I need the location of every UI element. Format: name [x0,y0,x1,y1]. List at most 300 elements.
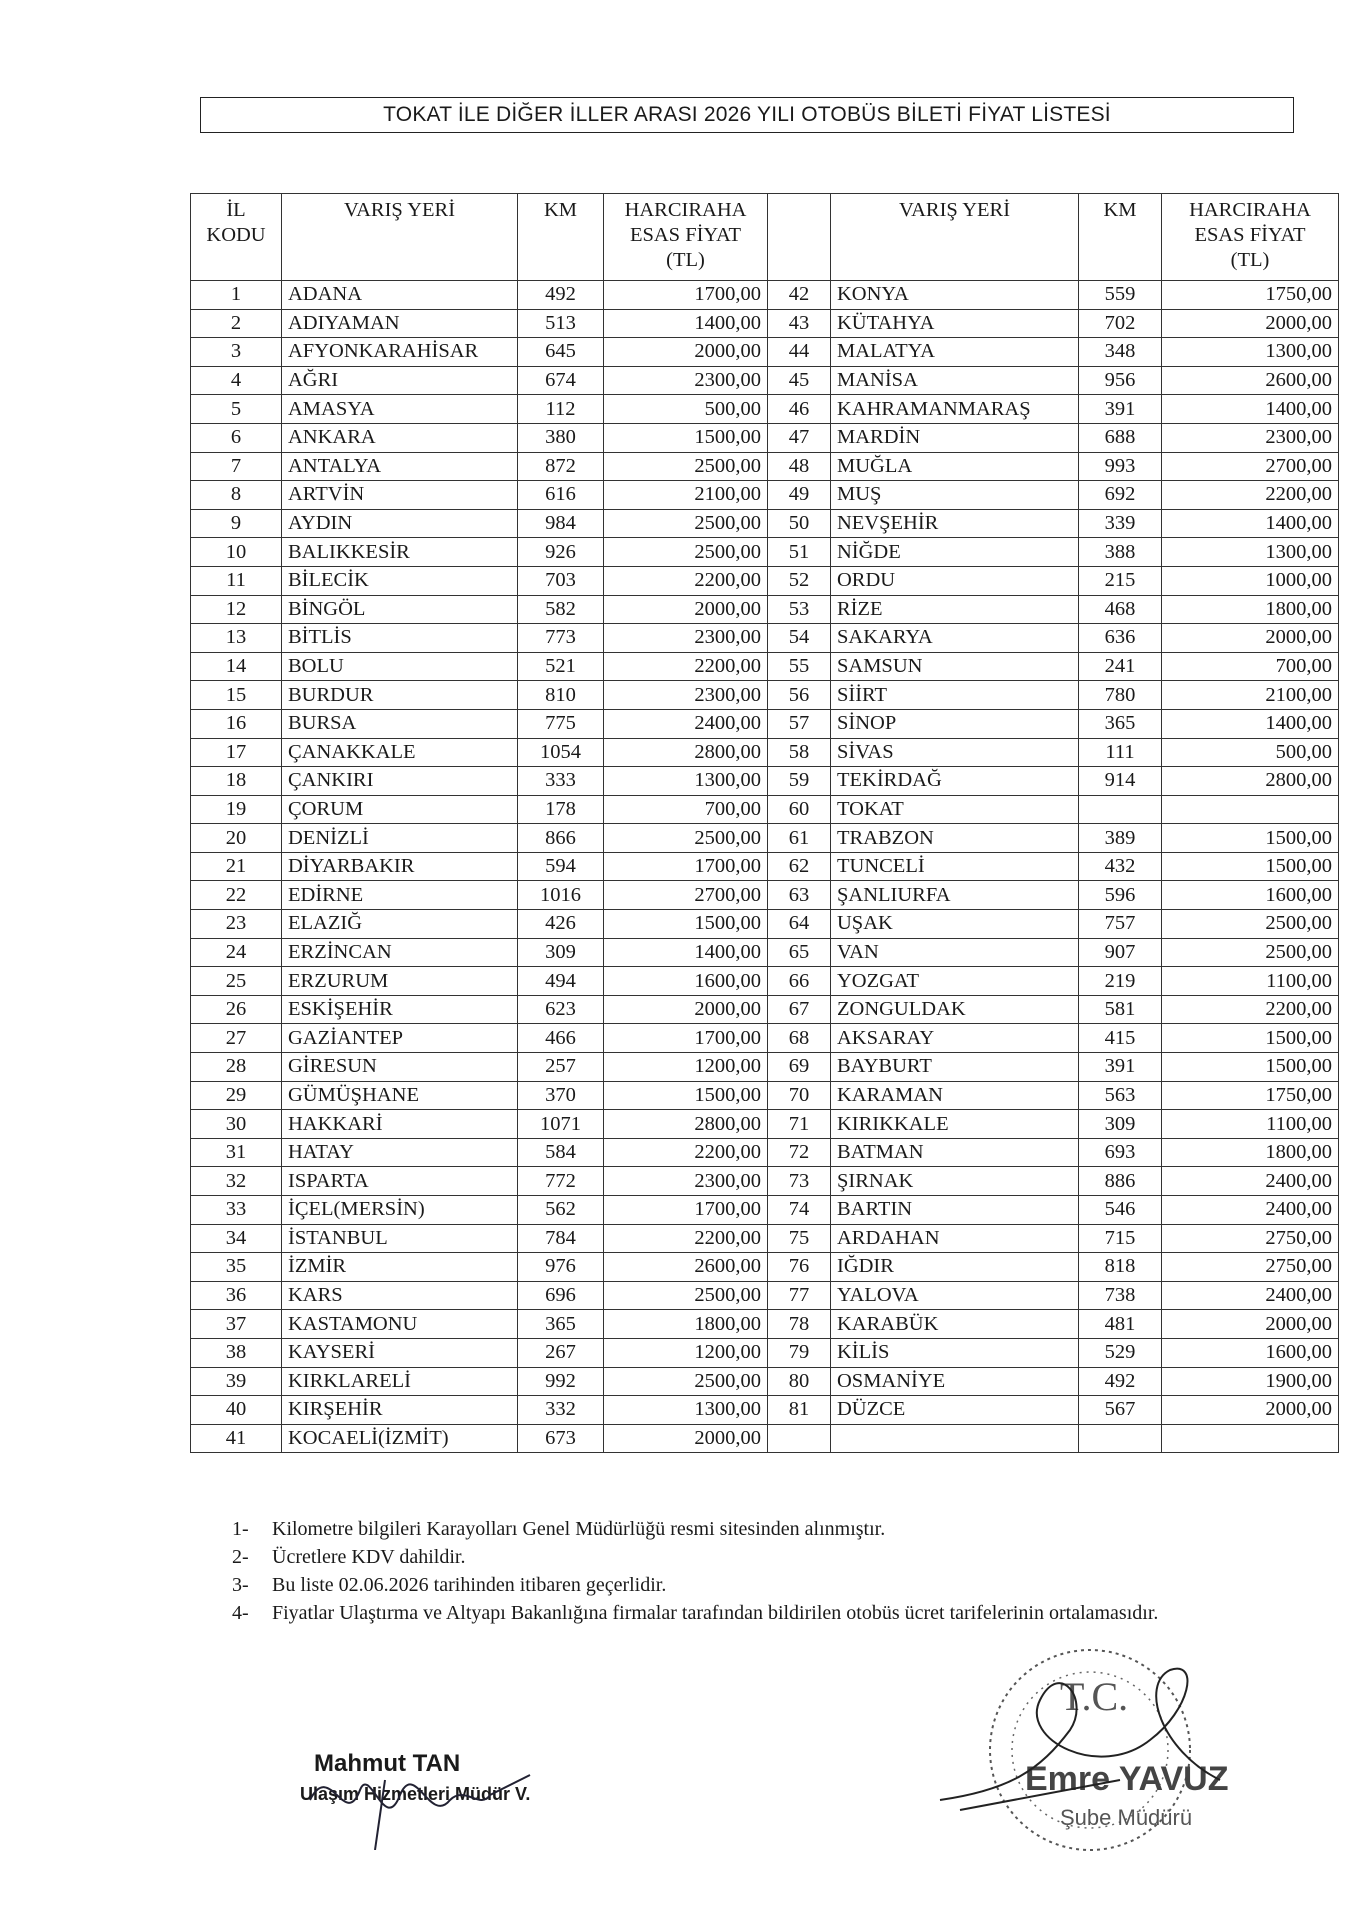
row-destination: ESKİŞEHİR [282,995,518,1024]
row-code-right: 66 [768,967,831,996]
row-km: 494 [518,967,604,996]
row-price: 2500,00 [604,452,768,481]
row-km-right [1079,1424,1162,1453]
row-km-right: 914 [1079,767,1162,796]
header-destination-right: VARIŞ YERİ [831,194,1079,281]
row-code-right: 74 [768,1196,831,1225]
row-destination-right: TRABZON [831,824,1079,853]
note-number: 4- [232,1602,249,1624]
row-km-right: 563 [1079,1081,1162,1110]
row-destination: ANTALYA [282,452,518,481]
table-row [191,1138,1339,1167]
row-code: 19 [191,795,282,824]
table-row [191,338,1339,367]
note-number: 3- [232,1574,249,1596]
row-destination: KOCAELİ(İZMİT) [282,1424,518,1453]
row-price: 1700,00 [604,852,768,881]
row-destination: ERZURUM [282,967,518,996]
table-row [191,824,1339,853]
row-code-right: 73 [768,1167,831,1196]
row-destination: ÇORUM [282,795,518,824]
row-km-right: 492 [1079,1367,1162,1396]
row-km: 772 [518,1167,604,1196]
row-code-right: 44 [768,338,831,367]
row-destination: KIRŞEHİR [282,1396,518,1425]
row-price: 2500,00 [604,509,768,538]
row-code: 1 [191,281,282,310]
row-price-right: 1750,00 [1162,281,1339,310]
row-price-right: 1300,00 [1162,338,1339,367]
row-destination: KASTAMONU [282,1310,518,1339]
row-destination-right: BAYBURT [831,1053,1079,1082]
row-code: 28 [191,1053,282,1082]
table-row [191,423,1339,452]
row-destination-right [831,1424,1079,1453]
row-code-right: 52 [768,566,831,595]
row-destination: ANKARA [282,423,518,452]
table-row [191,452,1339,481]
row-destination: AYDIN [282,509,518,538]
table-row [191,1253,1339,1282]
row-destination-right: TOKAT [831,795,1079,824]
row-destination: KAYSERİ [282,1338,518,1367]
row-price: 1200,00 [604,1338,768,1367]
row-km: 992 [518,1367,604,1396]
row-code: 15 [191,681,282,710]
row-km-right: 309 [1079,1110,1162,1139]
row-price: 2500,00 [604,1281,768,1310]
row-price-right: 2750,00 [1162,1253,1339,1282]
row-code: 36 [191,1281,282,1310]
row-price: 2200,00 [604,1224,768,1253]
row-price: 1300,00 [604,767,768,796]
row-price: 2200,00 [604,1138,768,1167]
note-number: 1- [232,1518,249,1540]
row-destination-right: SAMSUN [831,652,1079,681]
row-km: 582 [518,595,604,624]
row-price: 1800,00 [604,1310,768,1339]
row-price: 1400,00 [604,938,768,967]
row-destination: BİLECİK [282,566,518,595]
row-price-right: 1800,00 [1162,595,1339,624]
row-price: 2300,00 [604,624,768,653]
row-destination: ÇANAKKALE [282,738,518,767]
row-destination-right: MUŞ [831,481,1079,510]
row-code-right: 62 [768,852,831,881]
header-destination: VARIŞ YERİ [282,194,518,281]
row-destination-right: KONYA [831,281,1079,310]
row-price-right: 1900,00 [1162,1367,1339,1396]
price-table [190,193,1339,1453]
row-km-right: 702 [1079,309,1162,338]
row-price: 2400,00 [604,709,768,738]
row-km: 976 [518,1253,604,1282]
table-row [191,652,1339,681]
table-row [191,1024,1339,1053]
row-code: 25 [191,967,282,996]
row-code: 33 [191,1196,282,1225]
row-km-right: 529 [1079,1338,1162,1367]
row-destination-right: MALATYA [831,338,1079,367]
handwritten-signature-left [290,1740,550,1850]
row-km-right: 365 [1079,709,1162,738]
row-destination-right: DÜZCE [831,1396,1079,1425]
row-km: 1016 [518,881,604,910]
row-code-right: 58 [768,738,831,767]
row-code-right: 72 [768,1138,831,1167]
row-destination: ELAZIĞ [282,910,518,939]
row-destination-right: ŞIRNAK [831,1167,1079,1196]
row-code-right: 54 [768,624,831,653]
row-km-right: 956 [1079,366,1162,395]
row-code-right: 46 [768,395,831,424]
row-destination: KARS [282,1281,518,1310]
row-price-right: 2800,00 [1162,767,1339,796]
row-destination: KIRKLARELİ [282,1367,518,1396]
row-code: 2 [191,309,282,338]
row-code: 13 [191,624,282,653]
row-price-right: 2000,00 [1162,624,1339,653]
row-price: 1700,00 [604,1196,768,1225]
row-code: 18 [191,767,282,796]
row-code: 41 [191,1424,282,1453]
header-km: KM [518,194,604,281]
row-price: 1200,00 [604,1053,768,1082]
row-km: 380 [518,423,604,452]
row-code: 11 [191,566,282,595]
row-destination: ADANA [282,281,518,310]
table-row [191,309,1339,338]
row-km-right: 567 [1079,1396,1162,1425]
row-price: 1500,00 [604,910,768,939]
row-price-right: 1100,00 [1162,967,1339,996]
row-destination: ADIYAMAN [282,309,518,338]
row-price-right: 2000,00 [1162,309,1339,338]
row-km: 673 [518,1424,604,1453]
row-code: 38 [191,1338,282,1367]
row-code: 32 [191,1167,282,1196]
row-code-right: 55 [768,652,831,681]
row-price-right: 500,00 [1162,738,1339,767]
row-km: 492 [518,281,604,310]
row-price-right: 2000,00 [1162,1310,1339,1339]
row-code-right: 59 [768,767,831,796]
row-km: 674 [518,366,604,395]
row-km-right: 546 [1079,1196,1162,1225]
row-code: 4 [191,366,282,395]
row-code-right: 65 [768,938,831,967]
row-destination-right: AKSARAY [831,1024,1079,1053]
row-km: 784 [518,1224,604,1253]
row-price: 500,00 [604,395,768,424]
row-destination-right: VAN [831,938,1079,967]
row-code: 34 [191,1224,282,1253]
row-code-right: 70 [768,1081,831,1110]
row-destination-right: TEKİRDAĞ [831,767,1079,796]
signer-name: Mahmut TAN [314,1750,461,1777]
row-destination-right: YOZGAT [831,967,1079,996]
note-item [232,1515,1202,1543]
row-code-right: 77 [768,1281,831,1310]
table-body [191,281,1339,1453]
table-row [191,681,1339,710]
row-km-right: 219 [1079,967,1162,996]
row-km: 1071 [518,1110,604,1139]
row-code-right: 61 [768,824,831,853]
row-price: 1600,00 [604,967,768,996]
row-destination-right: MUĞLA [831,452,1079,481]
row-km-right: 432 [1079,852,1162,881]
row-price-right: 2500,00 [1162,910,1339,939]
row-price-right: 1500,00 [1162,1053,1339,1082]
row-km: 513 [518,309,604,338]
table-row [191,481,1339,510]
row-destination: BİNGÖL [282,595,518,624]
row-price: 1700,00 [604,1024,768,1053]
row-destination: ERZİNCAN [282,938,518,967]
row-km-right: 481 [1079,1310,1162,1339]
row-price-right [1162,795,1339,824]
row-km: 616 [518,481,604,510]
row-destination: AFYONKARAHİSAR [282,338,518,367]
row-km: 426 [518,910,604,939]
row-code: 20 [191,824,282,853]
row-price-right: 2500,00 [1162,938,1339,967]
row-km-right: 389 [1079,824,1162,853]
row-destination-right: MARDİN [831,423,1079,452]
note-item [232,1599,1202,1627]
note-item [232,1571,1202,1599]
row-price-right: 1500,00 [1162,852,1339,881]
row-km-right [1079,795,1162,824]
row-km: 332 [518,1396,604,1425]
row-km: 645 [518,338,604,367]
row-code: 37 [191,1310,282,1339]
svg-text:Emre YAVUZ: Emre YAVUZ [1025,1760,1229,1798]
row-km-right: 818 [1079,1253,1162,1282]
row-price-right: 2400,00 [1162,1281,1339,1310]
row-km: 872 [518,452,604,481]
table-row [191,1310,1339,1339]
row-destination-right: KARABÜK [831,1310,1079,1339]
row-code: 6 [191,423,282,452]
row-km-right: 715 [1079,1224,1162,1253]
table-row [191,795,1339,824]
row-destination-right: BATMAN [831,1138,1079,1167]
row-price-right: 1800,00 [1162,1138,1339,1167]
row-destination: DİYARBAKIR [282,852,518,881]
row-price-right: 1750,00 [1162,1081,1339,1110]
table-row [191,281,1339,310]
row-code-right: 63 [768,881,831,910]
row-price-right: 1000,00 [1162,566,1339,595]
row-destination-right: RİZE [831,595,1079,624]
stamp-seal [920,1640,1250,1890]
row-price-right: 2600,00 [1162,366,1339,395]
row-code: 17 [191,738,282,767]
row-price: 2800,00 [604,738,768,767]
row-destination-right: BARTIN [831,1196,1079,1225]
row-price-right: 1300,00 [1162,538,1339,567]
note-text: Kilometre bilgileri Karayolları Genel Müdürlüğü resmi sitesinden alınmıştır. [272,1518,886,1540]
row-destination-right: KAHRAMANMARAŞ [831,395,1079,424]
row-code-right: 47 [768,423,831,452]
row-destination-right: OSMANİYE [831,1367,1079,1396]
row-km-right: 388 [1079,538,1162,567]
row-destination: DENİZLİ [282,824,518,853]
note-text: Ücretlere KDV dahildir. [272,1546,466,1568]
row-destination: EDİRNE [282,881,518,910]
row-destination: İSTANBUL [282,1224,518,1253]
row-code-right: 60 [768,795,831,824]
row-km-right: 993 [1079,452,1162,481]
row-code: 16 [191,709,282,738]
row-price-right: 2100,00 [1162,681,1339,710]
row-destination: BALIKKESİR [282,538,518,567]
row-km-right: 391 [1079,1053,1162,1082]
row-km: 594 [518,852,604,881]
row-km-right: 907 [1079,938,1162,967]
row-destination: BOLU [282,652,518,681]
note-item [232,1543,1202,1571]
row-price: 700,00 [604,795,768,824]
table-row [191,1081,1339,1110]
notes-list [232,1515,1202,1627]
row-destination-right: KIRIKKALE [831,1110,1079,1139]
table-row [191,967,1339,996]
row-price: 2500,00 [604,538,768,567]
row-km-right: 111 [1079,738,1162,767]
row-destination: AĞRI [282,366,518,395]
row-code: 35 [191,1253,282,1282]
row-price: 1400,00 [604,309,768,338]
row-km-right: 581 [1079,995,1162,1024]
row-price-right: 1400,00 [1162,395,1339,424]
row-km: 309 [518,938,604,967]
table-row [191,595,1339,624]
row-destination-right: SİNOP [831,709,1079,738]
row-price-right: 1500,00 [1162,1024,1339,1053]
row-destination-right: KİLİS [831,1338,1079,1367]
row-km-right: 688 [1079,423,1162,452]
svg-text:T.C.: T.C. [1060,1674,1129,1719]
row-destination-right: TUNCELİ [831,852,1079,881]
table-row [191,1338,1339,1367]
row-km-right: 468 [1079,595,1162,624]
row-destination-right: NİĞDE [831,538,1079,567]
row-price: 2500,00 [604,1367,768,1396]
row-km-right: 339 [1079,509,1162,538]
table-row [191,1224,1339,1253]
row-code-right: 75 [768,1224,831,1253]
row-code: 31 [191,1138,282,1167]
row-destination-right: UŞAK [831,910,1079,939]
row-price-right: 2200,00 [1162,995,1339,1024]
row-price: 2000,00 [604,595,768,624]
table-row [191,1281,1339,1310]
row-destination: BURSA [282,709,518,738]
table-row [191,881,1339,910]
row-price: 2800,00 [604,1110,768,1139]
row-km: 257 [518,1053,604,1082]
row-destination: BURDUR [282,681,518,710]
row-price: 2700,00 [604,881,768,910]
header-price: HARCIRAHA ESAS FİYAT (TL) [604,194,768,281]
row-code: 21 [191,852,282,881]
row-km: 623 [518,995,604,1024]
row-km: 810 [518,681,604,710]
row-km: 696 [518,1281,604,1310]
row-price: 1500,00 [604,423,768,452]
row-km: 775 [518,709,604,738]
row-km-right: 738 [1079,1281,1162,1310]
row-destination-right: KARAMAN [831,1081,1079,1110]
table-row [191,1053,1339,1082]
header-price-right: HARCIRAHA ESAS FİYAT (TL) [1162,194,1339,281]
row-km-right: 415 [1079,1024,1162,1053]
row-code-right: 71 [768,1110,831,1139]
table-row [191,910,1339,939]
row-km-right: 693 [1079,1138,1162,1167]
row-code: 7 [191,452,282,481]
row-price-right: 1100,00 [1162,1110,1339,1139]
row-code-right: 57 [768,709,831,738]
row-price: 2300,00 [604,366,768,395]
row-km: 178 [518,795,604,824]
row-price-right: 1500,00 [1162,824,1339,853]
row-code-right [768,1424,831,1453]
row-km-right: 348 [1079,338,1162,367]
row-code-right: 76 [768,1253,831,1282]
row-price: 2300,00 [604,681,768,710]
row-km: 112 [518,395,604,424]
row-km: 773 [518,624,604,653]
row-destination: ARTVİN [282,481,518,510]
row-destination: BİTLİS [282,624,518,653]
table-row [191,624,1339,653]
row-code-right: 51 [768,538,831,567]
row-destination-right: NEVŞEHİR [831,509,1079,538]
row-code: 3 [191,338,282,367]
row-price-right: 2400,00 [1162,1167,1339,1196]
row-price-right: 2750,00 [1162,1224,1339,1253]
row-price-right: 2000,00 [1162,1396,1339,1425]
row-price: 2000,00 [604,995,768,1024]
row-code-right: 68 [768,1024,831,1053]
signer-role: Ulaşım Hizmetleri Müdür V. [300,1784,531,1804]
row-destination: İÇEL(MERSİN) [282,1196,518,1225]
row-code: 12 [191,595,282,624]
row-code-right: 80 [768,1367,831,1396]
row-code: 10 [191,538,282,567]
row-km-right: 636 [1079,624,1162,653]
row-destination-right: SİİRT [831,681,1079,710]
note-number: 2- [232,1546,249,1568]
row-code: 9 [191,509,282,538]
row-price: 2000,00 [604,338,768,367]
row-km-right: 215 [1079,566,1162,595]
row-destination-right: KÜTAHYA [831,309,1079,338]
row-code-right: 64 [768,910,831,939]
row-destination: AMASYA [282,395,518,424]
row-price-right [1162,1424,1339,1453]
row-destination: ÇANKIRI [282,767,518,796]
row-destination-right: ZONGULDAK [831,995,1079,1024]
row-price-right: 2200,00 [1162,481,1339,510]
row-destination-right: SAKARYA [831,624,1079,653]
row-km: 370 [518,1081,604,1110]
page-title: TOKAT İLE DİĞER İLLER ARASI 2026 YILI OTOBÜS BİLETİ FİYAT LİSTESİ [200,97,1294,133]
